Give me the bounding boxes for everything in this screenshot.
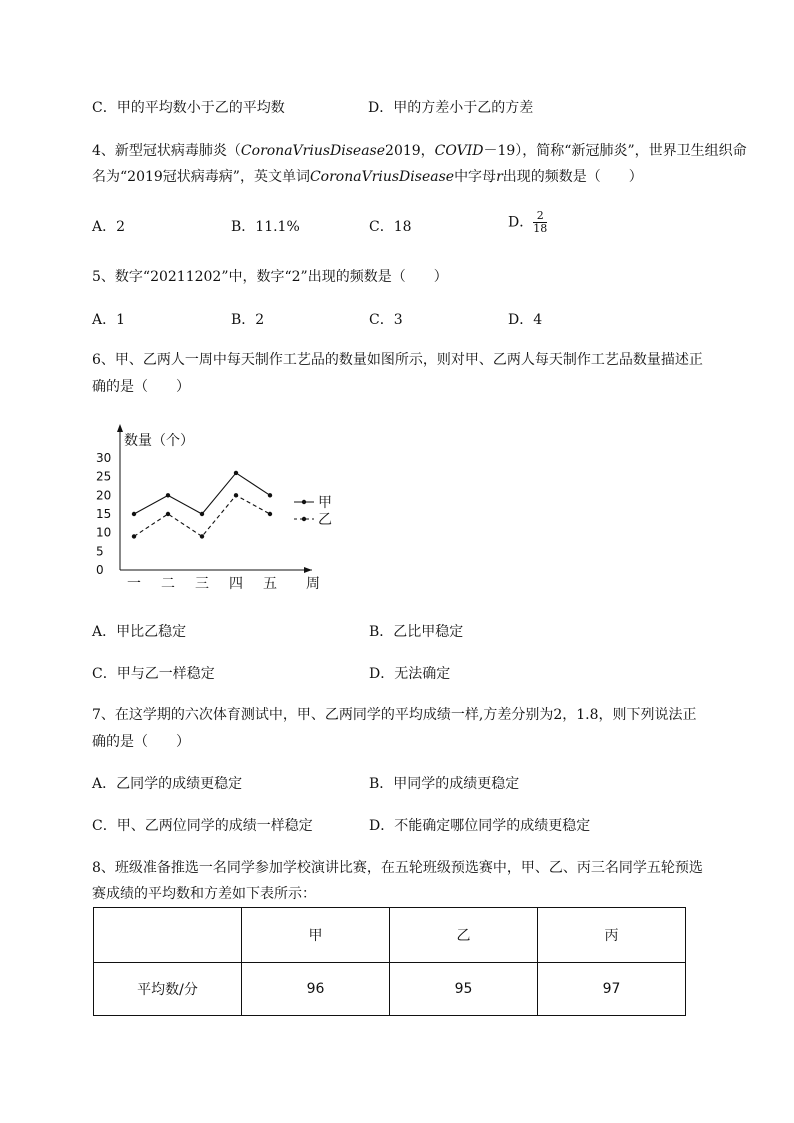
legend-label: 乙	[318, 512, 332, 528]
q5-option-c: C．3	[369, 312, 403, 328]
table-header-cell: 乙	[390, 908, 538, 963]
data-point	[166, 512, 170, 516]
q5-stem: 5、数字“20211202”中，数字“2”出现的频数是（ ）	[92, 269, 448, 285]
legend-label: 甲	[318, 495, 332, 511]
y-axis-arrow	[117, 424, 123, 432]
q6-option-b: B．乙比甲稳定	[369, 624, 464, 640]
fraction-denominator: 18	[533, 222, 548, 235]
data-point	[200, 512, 204, 516]
y-tick-label: 15	[96, 507, 112, 521]
q4-text: 4、新型冠状病毒肺炎（	[92, 143, 241, 159]
y-tick-label: 0	[96, 563, 104, 577]
q6-option-c: C．甲与乙一样稳定	[92, 666, 215, 682]
x-tick-label: 四	[229, 576, 243, 592]
table-cell: 96	[242, 963, 390, 1016]
y-axis-label: 数量（个）	[124, 433, 194, 449]
data-point	[132, 534, 136, 538]
q5-option-b: B．2	[231, 312, 265, 328]
q7-option-d: D．不能确定哪位同学的成绩更稳定	[369, 818, 591, 834]
legend-marker	[302, 500, 306, 504]
q4-text: －19），简称“新冠肺炎”，世界卫生组织命	[483, 143, 747, 159]
q4-option-d-label: D．	[508, 214, 534, 231]
y-tick-label: 20	[96, 488, 112, 503]
x-tick-label: 二	[161, 576, 175, 592]
data-point	[234, 471, 238, 475]
x-tick-label: 五	[263, 576, 277, 592]
table-header-cell	[94, 908, 242, 963]
table-header-cell: 丙	[538, 908, 686, 963]
q4-text: 2019，	[385, 143, 435, 159]
data-point	[200, 534, 204, 538]
q4-term: CoronaVriusDisease	[309, 169, 455, 185]
fraction	[533, 210, 547, 235]
q4-option-b: B．11.1%	[231, 219, 300, 235]
data-point	[268, 512, 272, 516]
table-cell: 97	[538, 963, 686, 1016]
series-line-1	[134, 473, 270, 514]
q4-term: COVID	[434, 143, 484, 159]
q7-stem-line1: 7、在这学期的六次体育测试中，甲、乙两同学的平均成绩一样,方差分别为2，1.8，则下列说法正	[92, 707, 697, 723]
q4-stem-line1	[92, 141, 747, 161]
x-axis-arrow	[304, 567, 312, 573]
q6-stem-line2: 确的是（ ）	[92, 379, 190, 395]
table-cell: 95	[390, 963, 538, 1016]
q7-stem-line2: 确的是（ ）	[92, 734, 190, 750]
q4-text: 中字母	[454, 169, 497, 185]
q4-option-c: C．18	[369, 219, 412, 235]
q7-option-b: B．甲同学的成绩更稳定	[369, 776, 520, 792]
legend-marker	[302, 517, 306, 521]
q5-option-d: D．4	[508, 312, 543, 328]
q7-option-c: C．甲、乙两位同学的成绩一样稳定	[92, 818, 313, 834]
table-row	[94, 963, 686, 1016]
data-point	[268, 493, 272, 497]
q8-stem-line1: 8、班级准备推选一名同学参加学校演讲比赛，在五轮班级预选赛中，甲、乙、丙三名同学五轮预选	[92, 860, 703, 876]
q5-option-a: A．1	[92, 312, 126, 328]
table-header-cell: 甲	[242, 908, 390, 963]
q7-option-a: A．乙同学的成绩更稳定	[92, 776, 243, 792]
fraction-numerator: 2	[533, 210, 547, 223]
q6-stem-line1: 6、甲、乙两人一周中每天制作工艺品的数量如图所示，则对甲、乙两人每天制作工艺品数量描述正	[92, 352, 703, 368]
q4-option-a: A．2	[92, 219, 126, 235]
y-tick-label: 30	[96, 451, 112, 465]
q4-text: 名为“2019冠状病毒病”，英文单词	[92, 169, 310, 185]
data-point	[132, 512, 136, 516]
q4-text: 出现的频数是（ ）	[502, 169, 643, 185]
y-tick-label: 10	[96, 525, 112, 540]
q3-option-d: D．甲的方差小于乙的方差	[368, 100, 534, 116]
q4-option-d	[508, 210, 547, 235]
data-point	[234, 493, 238, 497]
line-chart	[90, 420, 350, 600]
q8-stem-line2: 赛成绩的平均数和方差如下表所示：	[92, 886, 316, 902]
table-header-row	[94, 908, 686, 963]
q6-option-a: A．甲比乙稳定	[92, 624, 187, 640]
stats-table	[93, 907, 686, 1016]
y-tick-label: 5	[96, 544, 104, 559]
q4-term: CoronaVriusDisease	[240, 143, 386, 159]
x-axis-label: 周	[306, 576, 320, 592]
table-row-label: 平均数/分	[94, 963, 242, 1016]
y-tick-label: 25	[96, 469, 112, 484]
data-point	[166, 493, 170, 497]
x-tick-label: 一	[127, 576, 141, 592]
x-tick-label: 三	[195, 576, 209, 592]
q4-term: r	[496, 169, 503, 185]
q4-stem-line2	[92, 167, 643, 187]
q6-option-d: D．无法确定	[369, 666, 451, 682]
q3-option-c: C．甲的平均数小于乙的平均数	[92, 100, 285, 116]
